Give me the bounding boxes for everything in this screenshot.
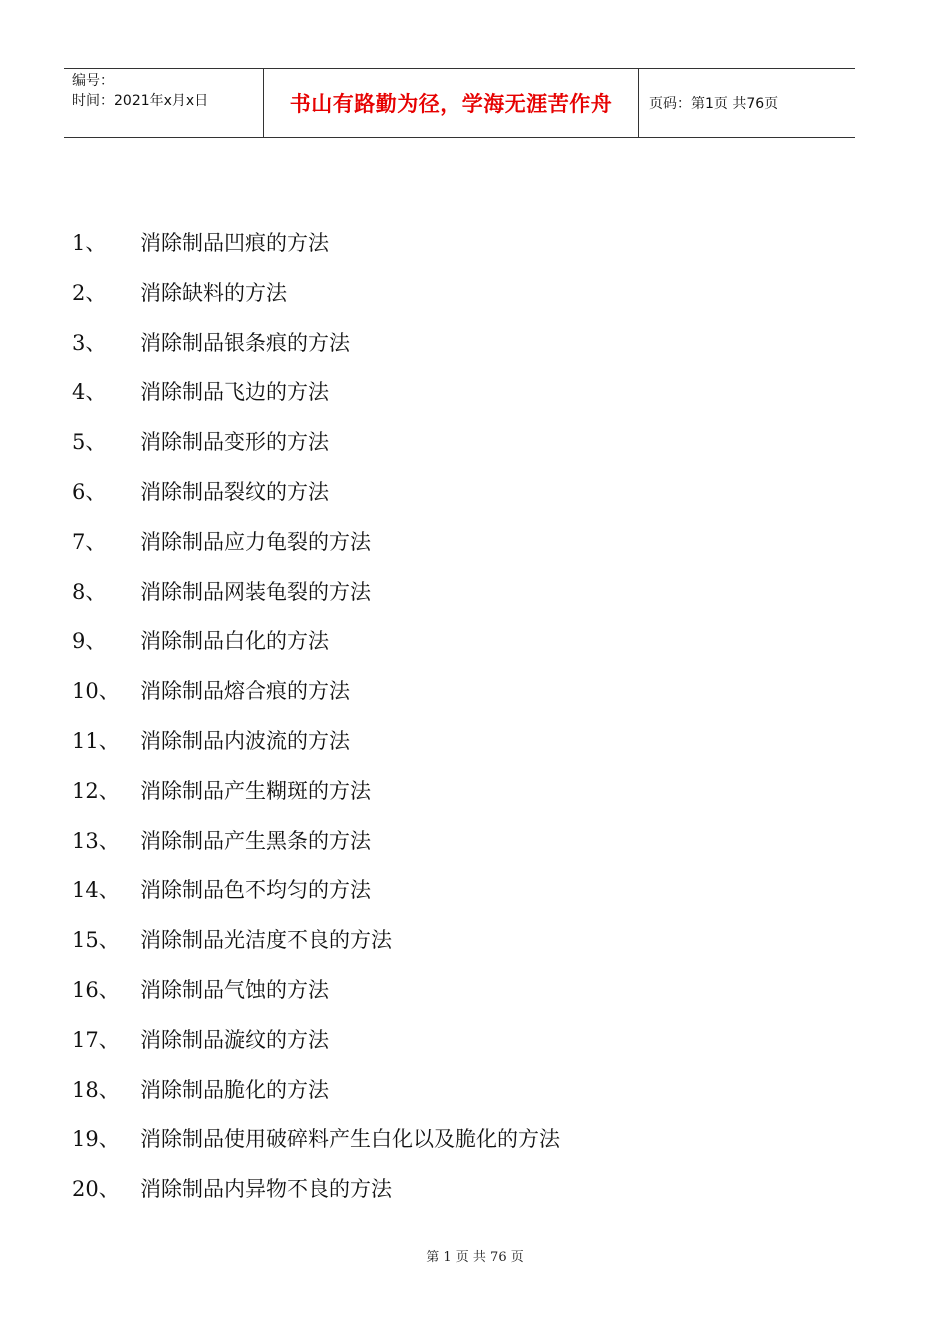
item-title: 消除制品脆化的方法 xyxy=(140,1077,329,1102)
item-number: 16、 xyxy=(72,977,120,1002)
item-title: 消除制品产生糊斑的方法 xyxy=(140,778,371,803)
item-title: 消除制品凹痕的方法 xyxy=(140,231,329,255)
item-title: 消除制品熔合痕的方法 xyxy=(140,679,350,704)
header-meta xyxy=(64,69,264,137)
list-item xyxy=(72,426,560,476)
list-item xyxy=(72,1024,560,1074)
item-title: 消除制品应力龟裂的方法 xyxy=(140,529,371,554)
item-title: 消除制品产生黑条的方法 xyxy=(140,828,371,853)
item-number: 12、 xyxy=(72,778,120,803)
list-item xyxy=(72,974,560,1024)
list-item xyxy=(72,526,560,576)
item-title: 消除制品使用破碎料产生白化以及脆化的方法 xyxy=(140,1127,560,1152)
list-item xyxy=(72,327,560,377)
item-number: 10、 xyxy=(72,679,120,704)
item-number: 1、 xyxy=(72,231,107,255)
item-title: 消除制品内异物不良的方法 xyxy=(140,1177,392,1202)
page-footer: 第 1 页 共 76 页 xyxy=(426,1250,524,1265)
item-title: 消除制品漩纹的方法 xyxy=(140,1027,329,1052)
header-motto: 书山有路勤为径，学海无涯苦作舟 xyxy=(264,69,639,137)
item-number: 7、 xyxy=(72,529,107,554)
item-number: 13、 xyxy=(72,828,120,853)
item-number: 15、 xyxy=(72,928,120,953)
list-item xyxy=(72,1123,560,1173)
item-title: 消除制品银条痕的方法 xyxy=(140,330,350,355)
item-title: 消除制品光洁度不良的方法 xyxy=(140,928,392,953)
item-number: 6、 xyxy=(72,479,107,504)
item-number: 4、 xyxy=(72,380,107,405)
item-number: 14、 xyxy=(72,878,120,903)
list-item xyxy=(72,775,560,825)
item-title: 消除制品裂纹的方法 xyxy=(140,479,329,504)
item-title: 消除制品网装龟裂的方法 xyxy=(140,579,371,604)
item-title: 消除制品色不均匀的方法 xyxy=(140,878,371,903)
table-of-contents xyxy=(72,227,560,1223)
item-title: 消除制品飞边的方法 xyxy=(140,380,329,405)
item-number: 11、 xyxy=(72,728,120,753)
list-item xyxy=(72,924,560,974)
number-label: 编号： xyxy=(72,73,114,89)
header-page-info: 页码：第1页 共76页 xyxy=(649,96,779,112)
list-item xyxy=(72,576,560,626)
list-item xyxy=(72,476,560,526)
item-title: 消除制品内波流的方法 xyxy=(140,728,350,753)
item-title: 消除制品白化的方法 xyxy=(140,629,329,654)
item-title: 消除缺料的方法 xyxy=(140,280,287,305)
item-title: 消除制品气蚀的方法 xyxy=(140,977,329,1002)
page-header xyxy=(64,68,855,138)
list-item xyxy=(72,277,560,327)
list-item xyxy=(72,625,560,675)
item-number: 3、 xyxy=(72,330,107,355)
list-item xyxy=(72,675,560,725)
list-item xyxy=(72,1074,560,1124)
item-number: 8、 xyxy=(72,579,107,604)
item-number: 19、 xyxy=(72,1127,120,1152)
item-number: 2、 xyxy=(72,280,107,305)
list-item xyxy=(72,874,560,924)
list-item xyxy=(72,227,560,277)
item-number: 9、 xyxy=(72,629,107,654)
item-number: 20、 xyxy=(72,1177,120,1202)
item-number: 18、 xyxy=(72,1077,120,1102)
time-label: 时间：2021年x月x日 xyxy=(72,93,209,109)
item-number: 17、 xyxy=(72,1027,120,1052)
list-item xyxy=(72,725,560,775)
item-number: 5、 xyxy=(72,430,107,455)
list-item xyxy=(72,825,560,875)
list-item xyxy=(72,376,560,426)
item-title: 消除制品变形的方法 xyxy=(140,430,329,455)
list-item xyxy=(72,1173,560,1223)
